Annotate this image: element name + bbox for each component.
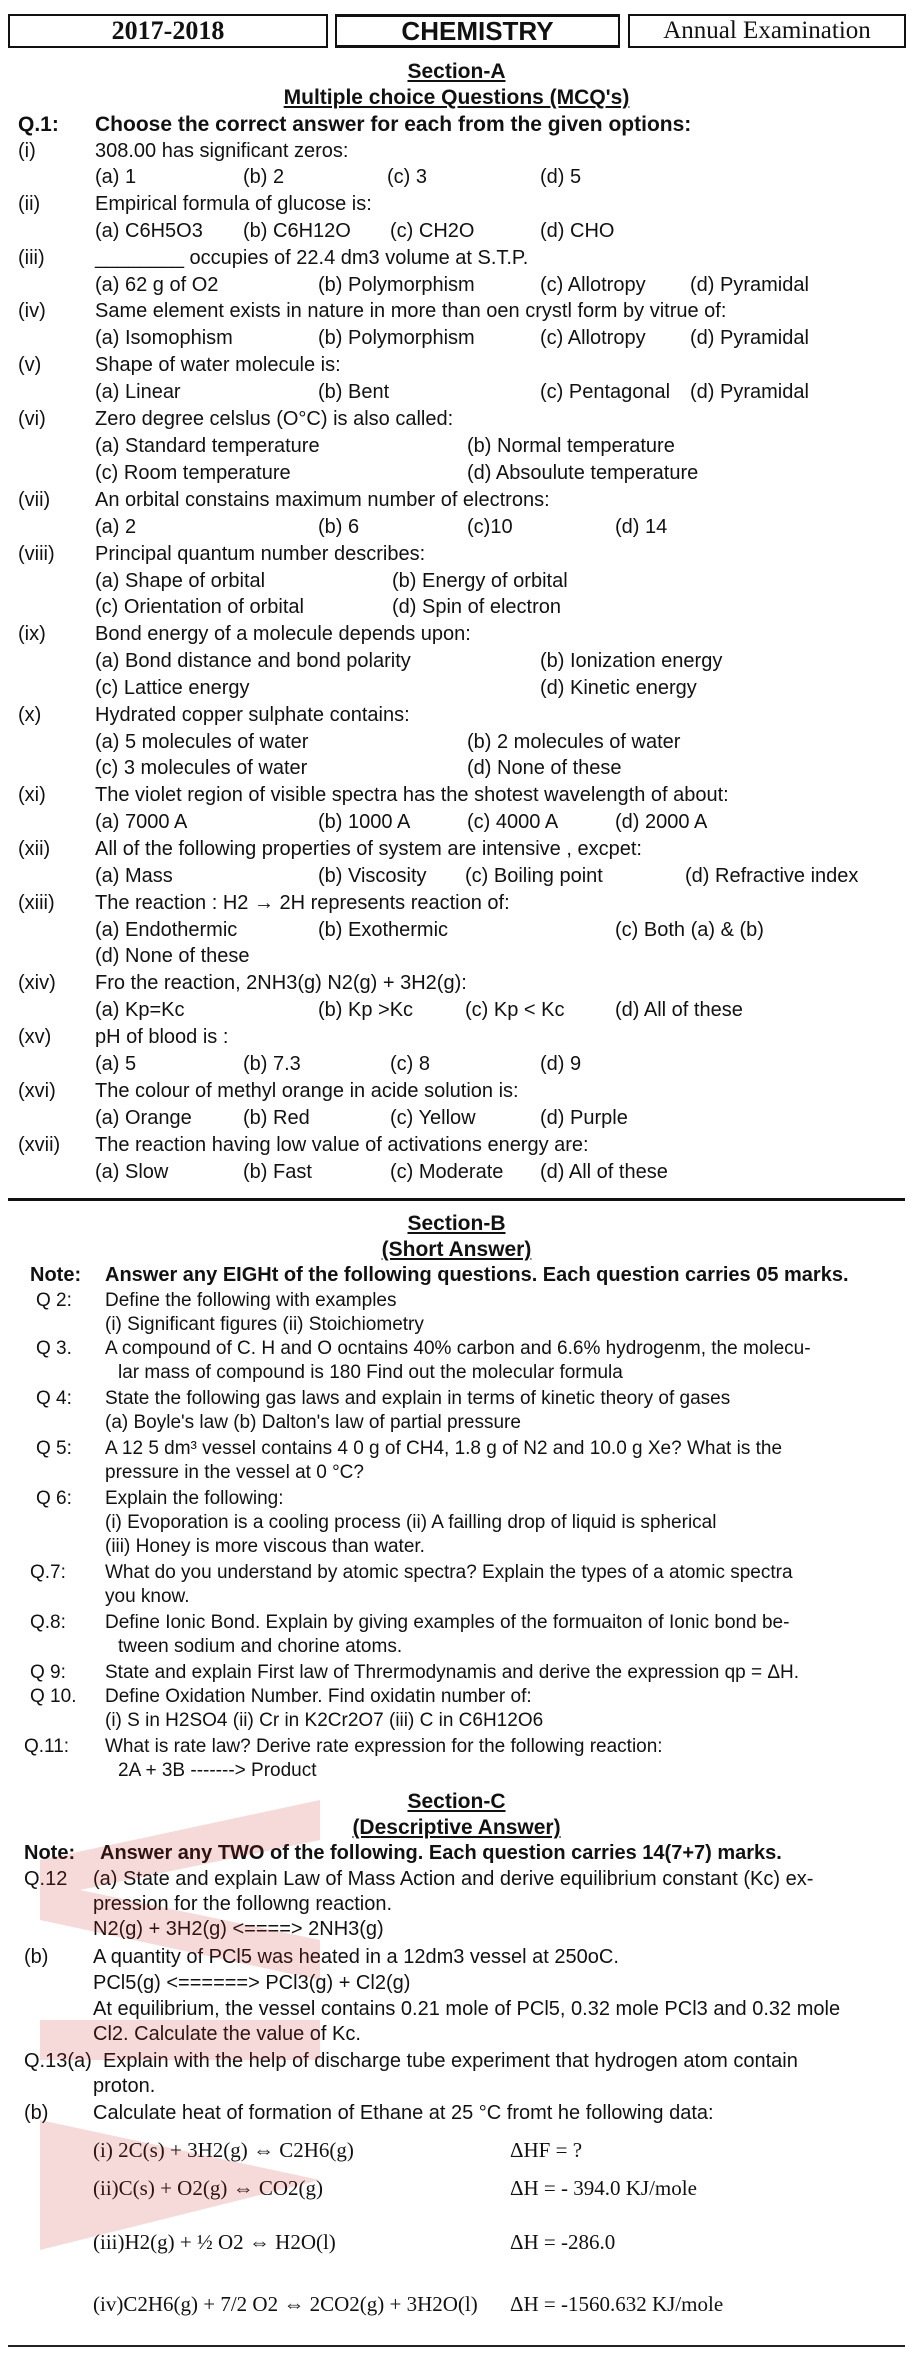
mcq-question: Principal quantum number describes: — [95, 543, 426, 565]
mcq-question: Hydrated copper sulphate contains: — [95, 704, 410, 726]
question-text: you know. — [105, 1586, 190, 1607]
mcq-option: (c) Kp < Kc — [465, 999, 565, 1021]
mcq-option: (a) Bond distance and bond polarity — [95, 650, 411, 672]
section-b-subtitle: (Short Answer) — [381, 1238, 532, 1261]
mcq-option: (a) Kp=Kc — [95, 999, 185, 1021]
question-text: (i) Evoporation is a cooling process (ii) A failling drop of liquid is spherical — [105, 1512, 717, 1533]
mcq-option: (b) 2 molecules of water — [467, 731, 681, 753]
mcq-option: (a) Shape of orbital — [95, 570, 266, 592]
header-year: 2017-2018 — [8, 14, 328, 48]
section-c-note: Answer any TWO of the following. Each question carries 14(7+7) marks. — [100, 1842, 782, 1864]
question-text: lar mass of compound is 180 Find out the molecular formula — [118, 1362, 623, 1383]
mcq-number: (xvii) — [18, 1134, 61, 1156]
mcq-option: (a) Orange — [95, 1107, 192, 1129]
section-b-note: Answer any EIGHt of the following questions. Each question carries 05 marks. — [105, 1264, 849, 1286]
mcq-option: (c) Both (a) & (b) — [615, 919, 764, 941]
question-part-label: (b) — [24, 2102, 49, 2124]
question-text: Define Ionic Bond. Explain by giving examples of the formuaiton of Ionic bond be- — [105, 1612, 790, 1633]
question-text: What is rate law? Derive rate expression for the following reaction: — [105, 1736, 663, 1757]
mcq-option: (c) CH2O — [390, 220, 475, 242]
mcq-option: (d) Purple — [540, 1107, 628, 1129]
q1-label: Q.1: — [18, 113, 59, 136]
question-text: tween sodium and chorine atoms. — [118, 1636, 403, 1657]
mcq-option: (d) Pyramidal — [690, 381, 809, 403]
mcq-number: (xii) — [18, 838, 51, 860]
mcq-option: (d) None of these — [467, 757, 622, 779]
section-c-title: Section-C — [407, 1790, 506, 1813]
mcq-option: (b) 1000 A — [318, 811, 411, 833]
equation-enthalpy: ΔH = -1560.632 KJ/mole — [510, 2292, 724, 2316]
mcq-option: (c) Boiling point — [465, 865, 603, 887]
mcq-question: The reaction having low value of activations energy are: — [95, 1134, 589, 1156]
question-text: A compound of C. H and O ocntains 40% carbon and 6.6% hydrogenm, the molecu- — [105, 1338, 811, 1359]
mcq-option: (b) Bent — [318, 381, 390, 403]
mcq-option: (c) 3 — [387, 166, 427, 188]
section-c-note-label: Note: — [24, 1842, 76, 1864]
question-text: Define the following with examples — [105, 1290, 397, 1311]
bottom-rule — [8, 2345, 905, 2347]
mcq-option: (c) 8 — [390, 1053, 430, 1075]
mcq-question: Zero degree celslus (O°C) is also called: — [95, 408, 454, 430]
mcq-question: The colour of methyl orange in acide solution is: — [95, 1080, 519, 1102]
equation: N2(g) + 3H2(g) <====> 2NH3(g) — [93, 1918, 384, 1940]
question-number: Q.8: — [30, 1612, 66, 1633]
mcq-option: (c) Lattice energy — [95, 677, 250, 699]
mcq-option: (b) Exothermic — [318, 919, 449, 941]
mcq-question: The violet region of visible spectra has the shotest wavelength of about: — [95, 784, 729, 806]
mcq-option: (b) C6H12O — [243, 220, 351, 242]
mcq-option: (a) Standard temperature — [95, 435, 320, 457]
mcq-question: Fro the reaction, 2NH3(g) N2(g) + 3H2(g): — [95, 972, 467, 994]
mcq-question: pH of blood is : — [95, 1026, 229, 1048]
question-text: A 12 5 dm³ vessel contains 4 0 g of CH4, 1.8 g of N2 and 10.0 g Xe? What is the — [105, 1438, 783, 1459]
mcq-option: (a) 7000 A — [95, 811, 188, 833]
equation-enthalpy: ΔH = -286.0 — [510, 2230, 616, 2254]
mcq-option: (d) 5 — [540, 166, 582, 188]
mcq-option: (d) Pyramidal — [690, 327, 809, 349]
mcq-number: (xiv) — [18, 972, 56, 994]
equation: (iii)H2(g) + ½ O2 ⇔ H2O(l) — [93, 2230, 336, 2254]
mcq-option: (a) 1 — [95, 166, 137, 188]
mcq-question: ________ occupies of 22.4 dm3 volume at S.T.P. — [95, 247, 529, 269]
mcq-number: (xiii) — [18, 892, 55, 914]
mcq-option: (c) 4000 A — [467, 811, 559, 833]
question-text: Cl2. Calculate the value of Kc. — [93, 2023, 361, 2045]
question-text: Explain the following: — [105, 1488, 284, 1509]
mcq-option: (c) Pentagonal — [540, 381, 671, 403]
mcq-option: (c) Allotropy — [540, 327, 646, 349]
mcq-question: The reaction : H2 → 2H represents reaction of: — [95, 892, 510, 914]
mcq-question: Same element exists in nature in more than oen crystl form by vitrue of: — [95, 300, 727, 322]
mcq-option: (d) Refractive index — [685, 865, 859, 887]
mcq-option: (b) 6 — [318, 516, 360, 538]
mcq-option: (c) Room temperature — [95, 462, 291, 484]
mcq-option: (d) 14 — [615, 516, 668, 538]
mcq-number: (iv) — [18, 300, 46, 322]
mcq-option: (a) Linear — [95, 381, 181, 403]
question-text: What do you understand by atomic spectra? Explain the types of a atomic spectra — [105, 1562, 793, 1583]
mcq-option: (b) Polymorphism — [318, 327, 475, 349]
question-number: Q 4: — [36, 1388, 72, 1409]
mcq-option: (d) Spin of electron — [392, 596, 561, 618]
mcq-option: (b) Red — [243, 1107, 310, 1129]
question-text: Explain with the help of discharge tube experiment that hydrogen atom contain — [103, 2050, 798, 2072]
mcq-question: Shape of water molecule is: — [95, 354, 341, 376]
question-number: Q 5: — [36, 1438, 72, 1459]
question-text: proton. — [93, 2075, 156, 2097]
header-exam-type: Annual Examination — [628, 14, 906, 48]
mcq-question: Bond energy of a molecule depends upon: — [95, 623, 471, 645]
equation: PCl5(g) <======> PCl3(g) + Cl2(g) — [93, 1972, 411, 1994]
mcq-option: (a) Slow — [95, 1161, 169, 1183]
mcq-question: An orbital constains maximum number of electrons: — [95, 489, 550, 511]
mcq-number: (vii) — [18, 489, 51, 511]
question-number: Q 10. — [30, 1686, 77, 1707]
question-text: Define Oxidation Number. Find oxidatin number of: — [105, 1686, 532, 1707]
mcq-number: (iii) — [18, 247, 45, 269]
mcq-option: (b) Fast — [243, 1161, 312, 1183]
section-b-note-label: Note: — [30, 1264, 82, 1286]
equation: (i) 2C(s) + 3H2(g) ⇔ C2H6(g) — [93, 2138, 354, 2162]
mcq-option: (a) Endothermic — [95, 919, 238, 941]
mcq-option: (c) Orientation of orbital — [95, 596, 304, 618]
question-number: Q 2: — [36, 1290, 72, 1311]
question-number: Q.7: — [30, 1562, 66, 1583]
mcq-option: (a) 5 — [95, 1053, 137, 1075]
mcq-number: (xvi) — [18, 1080, 56, 1102]
section-c-subtitle: (Descriptive Answer) — [352, 1816, 561, 1839]
mcq-question: Empirical formula of glucose is: — [95, 193, 372, 215]
mcq-option: (a) C6H5O3 — [95, 220, 203, 242]
mcq-option: (c) 3 molecules of water — [95, 757, 308, 779]
mcq-number: (xi) — [18, 784, 46, 806]
question-text: (a) State and explain Law of Mass Action and derive equilibrium constant (Kc) ex- — [93, 1868, 814, 1890]
mcq-option: (b) Normal temperature — [467, 435, 675, 457]
mcq-number: (vi) — [18, 408, 46, 430]
mcq-option: (b) Kp >Kc — [318, 999, 414, 1021]
equation-enthalpy: ΔH = - 394.0 KJ/mole — [510, 2176, 697, 2200]
mcq-option: (d) CHO — [540, 220, 615, 242]
question-part-label: (b) — [24, 1946, 49, 1968]
mcq-option: (b) Polymorphism — [318, 274, 475, 296]
mcq-option: (a) 5 molecules of water — [95, 731, 309, 753]
mcq-option: (b) Viscosity — [318, 865, 427, 887]
mcq-option: (a) Isomophism — [95, 327, 233, 349]
mcq-option: (d) Kinetic energy — [540, 677, 697, 699]
section-a-subtitle: Multiple choice Questions (MCQ's) — [283, 86, 630, 109]
question-text: Calculate heat of formation of Ethane at 25 °C fromt he following data: — [93, 2102, 714, 2124]
question-text: At equilibrium, the vessel contains 0.21 mole of PCl5, 0.32 mole PCl3 and 0.32 mole — [93, 1998, 841, 2020]
mcq-option: (a) 62 g of O2 — [95, 274, 219, 296]
section-b-title: Section-B — [407, 1212, 506, 1235]
mcq-question: All of the following properties of system are intensive , excpet: — [95, 838, 642, 860]
mcq-option: (a) 2 — [95, 516, 137, 538]
mcq-option: (b) Energy of orbital — [392, 570, 568, 592]
question-number: Q 9: — [30, 1662, 66, 1683]
mcq-option: (c) Moderate — [390, 1161, 504, 1183]
mcq-option: (d) None of these — [95, 945, 250, 967]
mcq-number: (v) — [18, 354, 42, 376]
mcq-question: 308.00 has significant zeros: — [95, 140, 349, 162]
mcq-number: (ix) — [18, 623, 46, 645]
question-text: State the following gas laws and explain in terms of kinetic theory of gases — [105, 1388, 731, 1409]
mcq-option: (b) 7.3 — [243, 1053, 301, 1075]
mcq-option: (a) Mass — [95, 865, 173, 887]
question-text: pressure in the vessel at 0 °C? — [105, 1462, 364, 1483]
question-text: (a) Boyle's law (b) Dalton's law of partial pressure — [105, 1412, 521, 1433]
question-number: Q.11: — [24, 1736, 70, 1757]
question-number: Q 3. — [36, 1338, 72, 1359]
q1-text: Choose the correct answer for each from the given options: — [95, 113, 692, 136]
mcq-option: (c) Allotropy — [540, 274, 646, 296]
mcq-option: (d) Absoulute temperature — [467, 462, 699, 484]
mcq-number: (ii) — [18, 193, 41, 215]
equation: (ii)C(s) + O2(g) ⇔ CO2(g) — [93, 2176, 323, 2200]
mcq-option: (d) 2000 A — [615, 811, 708, 833]
mcq-option: (d) All of these — [540, 1161, 668, 1183]
question-number: Q 6: — [36, 1488, 72, 1509]
question-text: 2A + 3B -------> Product — [118, 1760, 317, 1781]
mcq-option: (b) 2 — [243, 166, 285, 188]
mcq-option: (d) 9 — [540, 1053, 582, 1075]
mcq-option: (b) Ionization energy — [540, 650, 723, 672]
section-divider — [8, 1198, 905, 1201]
question-text: pression for the followng reaction. — [93, 1893, 393, 1915]
mcq-option: (d) Pyramidal — [690, 274, 809, 296]
mcq-number: (viii) — [18, 543, 55, 565]
question-text: (iii) Honey is more viscous than water. — [105, 1536, 425, 1557]
mcq-option: (d) All of these — [615, 999, 743, 1021]
equation: (iv)C2H6(g) + 7/2 O2 ⇔ 2CO2(g) + 3H2O(l) — [93, 2292, 478, 2316]
mcq-number: (x) — [18, 704, 42, 726]
mcq-number: (i) — [18, 140, 36, 162]
question-number: Q.13(a) — [24, 2050, 92, 2072]
question-number: Q.12 — [24, 1868, 68, 1890]
question-text: State and explain First law of Thrermodynamis and derive the expression qp = ΔH. — [105, 1662, 800, 1683]
section-a-title: Section-A — [407, 60, 506, 83]
mcq-number: (xv) — [18, 1026, 52, 1048]
question-text: (i) S in H2SO4 (ii) Cr in K2Cr2O7 (iii) C in C6H12O6 — [105, 1710, 544, 1731]
header-subject: CHEMISTRY — [335, 14, 620, 48]
mcq-option: (c)10 — [467, 516, 513, 538]
equation-enthalpy: ΔHF = ? — [510, 2138, 583, 2162]
mcq-option: (c) Yellow — [390, 1107, 476, 1129]
question-text: A quantity of PCl5 was heated in a 12dm3 vessel at 250oC. — [93, 1946, 619, 1968]
question-text: (i) Significant figures (ii) Stoichiometry — [105, 1314, 424, 1335]
